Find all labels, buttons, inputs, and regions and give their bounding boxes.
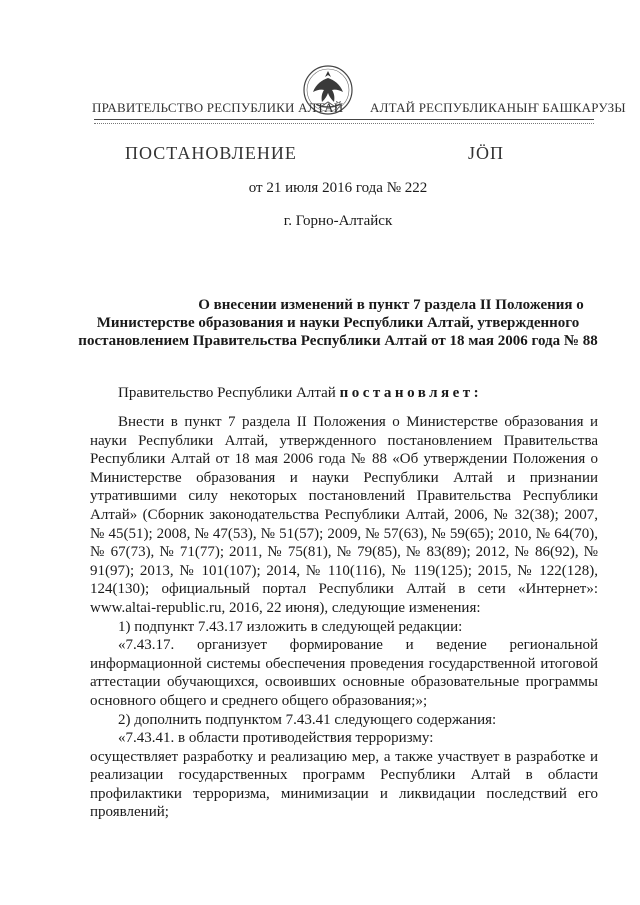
title-line-3: постановлением Правительства Республики Алтай от 18 мая 2006 года № 88 (78, 333, 598, 349)
body-paragraph: «7.43.41. в области противодействия терроризму: (118, 730, 434, 747)
header-divider (94, 119, 594, 120)
document-city: г. Горно-Алтайск (283, 213, 393, 229)
document-body (90, 413, 598, 822)
title-line-2: Министерстве образования и науки Республики Алтай, утвержденного (96, 315, 580, 331)
document-date-number: от 21 июля 2016 года № 222 (248, 180, 428, 196)
document-type-altai: JÖП (468, 143, 505, 163)
title-line-1: О внесении изменений в пункт 7 раздела II Положения о (198, 297, 584, 313)
preamble (118, 385, 482, 402)
preamble-text: Правительство Республики Алтай (118, 385, 340, 401)
body-paragraph: Внести в пункт 7 раздела II Положения о Министерстве образования и науки Республики Алтай, утвержденного постановлением Правительства Республики Алтай от 18 мая 2006 года № 88 «Об утверждении Положения о Министерстве образования и науки Республики Алтай и признании утратившими силу некоторых постановлений Правительства Республики Алтай» (Сборник законодательства Республики Алтай, 2006, № 32(38); 2007, № 45(51); 2008, № 47(53), № 51(57); 2009, № 57(63), № 59(65); 2010, № 64(70), № 67(73), № 71(77); 2011, № 75(81), № 79(85), № 83(89); 2012, № 86(92), № 91(97); 2013, № 101(107); 2014, № 110(116), № 119(125); 2015, № 122(128), 124(130); официальный портал Республики Алтай в сети «Интернет»: www.altai-republic.ru, 2016, 22 июня), следующие изменения: (90, 414, 598, 616)
document-type-russian: ПОСТАНОВЛЕНИЕ (125, 143, 297, 163)
body-paragraph: 1) подпункт 7.43.17 изложить в следующей редакции: (118, 618, 463, 635)
organization-name-altai: АЛТАЙ РЕСПУБЛИКАНЫҤ БАШКАРУЗЫ (370, 100, 626, 115)
header-divider-secondary (94, 123, 594, 124)
organization-name-russian: ПРАВИТЕЛЬСТВО РЕСПУБЛИКИ АЛТАЙ (92, 100, 344, 115)
body-paragraph: 2) дополнить подпунктом 7.43.41 следующего содержания: (118, 711, 497, 728)
document-title (60, 296, 616, 350)
preamble-decree-word: постановляет: (339, 385, 483, 401)
body-paragraph: осуществляет разработку и реализацию мер, а также участвует в разработке и реализации государственных программ Республики Алтай в области профилактики терроризма, минимизации и ликвидации последствий его проявлений; (90, 748, 598, 821)
body-paragraph: «7.43.17. организует формирование и ведение региональной информационной системы обеспечения проведения государственной итоговой аттестации обучающихся, освоивших основные образовательные программы основного общего и среднего общего образования;»; (90, 637, 598, 709)
